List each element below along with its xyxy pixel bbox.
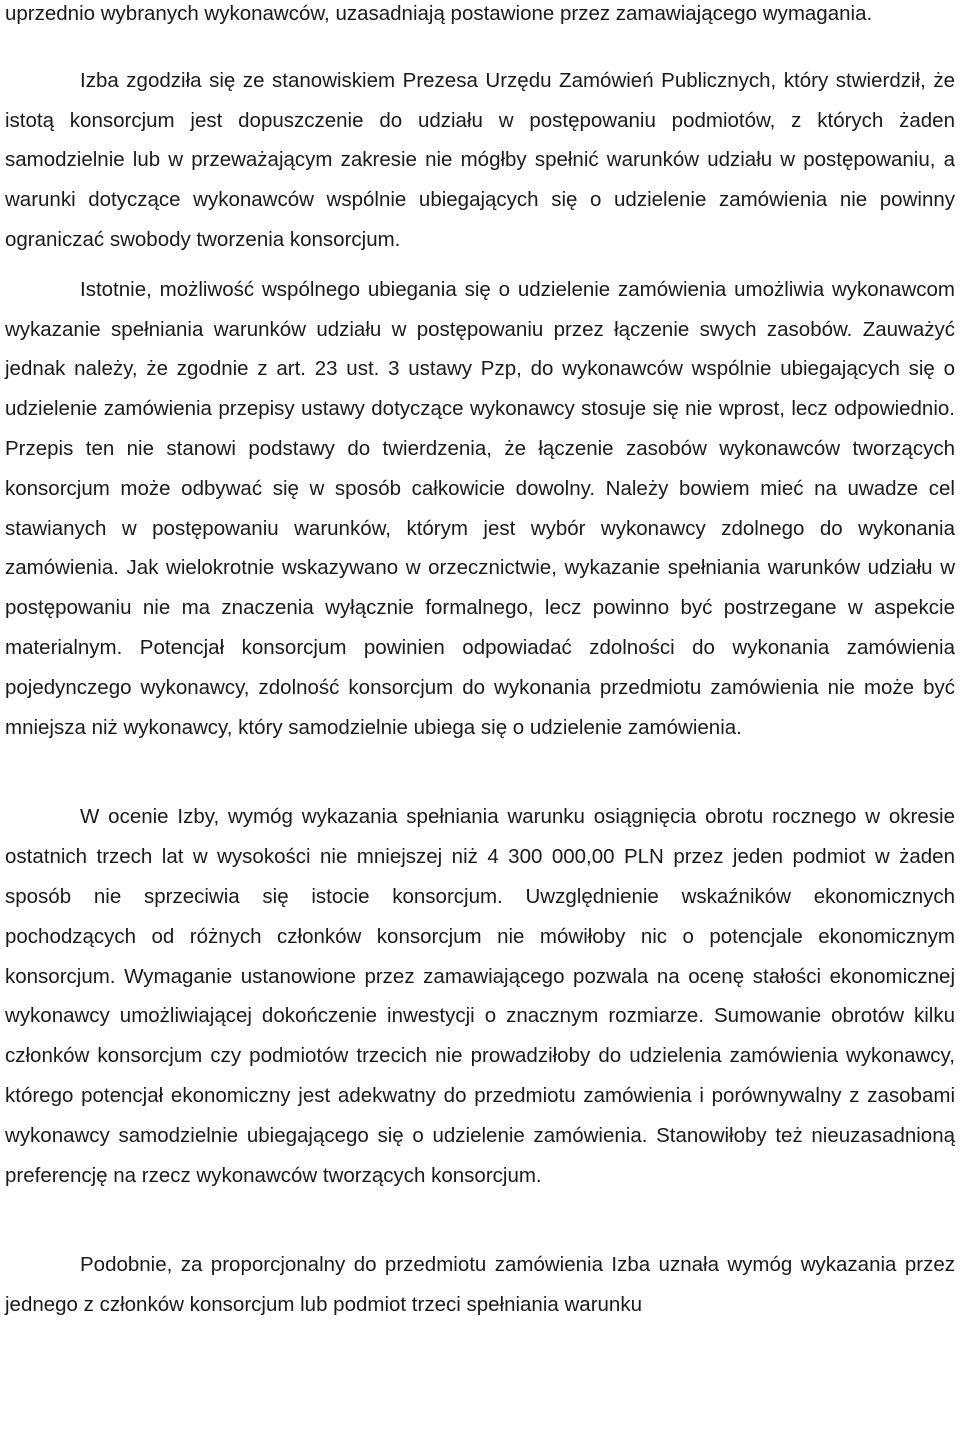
paragraph-wspolne-ubieganie: Istotnie, możliwość wspólnego ubiegania się o udzielenie zamówienia umożliwia wykonawcom wykazanie spełniania warunków udziału w postępowaniu przez łączenie swych zasobów. Zauważyć jednak należy, że zgodnie z art. 23 ust. 3 ustawy Pzp, do wykonawców wspólnie ubiegających się o udzielenie zamówienia przepisy ustawy dotyczące wykonawcy stosuje się nie wprost, lecz odpowiednio. Przepis ten nie stanowi podstawy do twierdzenia, że łączenie zasobów wykonawców tworzących konsorcjum może odbywać się w sposób całkowicie dowolny. Należy bowiem mieć na uwadze cel stawianych w postępowaniu warunków, którym jest wybór wykonawcy zdolnego do wykonania zamówienia. Jak wielokrotnie wskazywano w orzecznictwie, wykazanie spełniania warunków udziału w postępowaniu nie ma znaczenia wyłącznie formalnego, lecz powinno być postrzegane w aspekcie materialnym. Potencjał konsorcjum powinien odpowiadać zdolności do wykonania zamówienia pojedynczego wykonawcy, zdolność konsorcjum do wykonania przedmiotu zamówienia nie może być mniejsza niż wykonawcy, który samodzielnie ubiega się o udzielenie zamówienia. (5, 277, 955, 739)
paragraph-konsorcjum-istota: Izba zgodziła się ze stanowiskiem Prezesa Urzędu Zamówień Publicznych, który stwierdził, że istotą konsorcjum jest dopuszczenie do udziału w postępowaniu podmiotów, z których żaden samodzielnie lub w przeważającym zakresie nie mógłby spełnić warunków udziału w postępowaniu, a warunki dotyczące wykonawców wspólnie ubiegających się o udzielenie zamówienia nie powinny ograniczać swobody tworzenia konsorcjum. (5, 68, 955, 251)
paragraph-continuation: uprzednio wybranych wykonawców, uzasadniają postawione przez zamawiającego wymagania. (5, 2, 873, 25)
paragraph-gap (5, 747, 955, 797)
paragraph-gap (5, 1195, 955, 1245)
paragraph-proporcjonalny-wymog: Podobnie, za proporcjonalny do przedmiotu zamówienia Izba uznała wymóg wykazania przez jednego z członków konsorcjum lub podmiot trzeci spełniania warunku (5, 1253, 955, 1317)
paragraph-ocena-izby: W ocenie Izby, wymóg wykazania spełniania warunku osiągnięcia obrotu rocznego w okresie ostatnich trzech lat w wysokości nie mniejszej niż 4 300 000,00 PLN przez jeden podmiot w żaden sposób nie sprzeciwia się istocie konsorcjum. Uwzględnienie wskaźników ekonomicznych pochodzących od różnych członków konsorcjum nie mówiłoby nic o potencjale ekonomicznym konsorcjum. Wymaganie ustanowione przez zamawiającego pozwala na ocenę stałości ekonomicznej wykonawcy umożliwiającej dokończenie inwestycji o znacznym rozmiarze. Sumowanie obrotów kilku członków konsorcjum czy podmiotów trzecich nie prowadziłoby do udzielenia zamówienia wykonawcy, którego potencjał ekonomiczny jest adekwatny do przedmiotu zamówienia i porównywalny z zasobami wykonawcy samodzielnie ubiegającego się o udzielenie zamówienia. Stanowiłoby też nieuzasadnioną preferencję na rzecz wykonawców tworzących konsorcjum. (5, 805, 955, 1187)
document-page (5, 0, 955, 1325)
paragraph-gap (5, 260, 955, 270)
paragraph-gap (5, 34, 955, 61)
